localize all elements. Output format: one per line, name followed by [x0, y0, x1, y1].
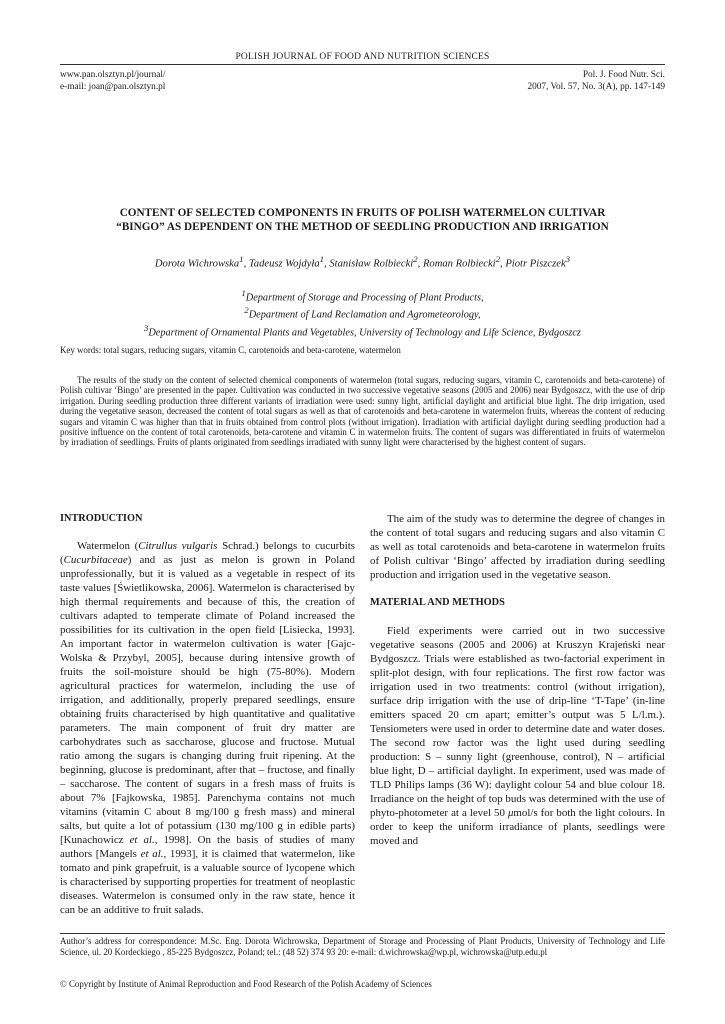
journal-name: POLISH JOURNAL OF FOOD AND NUTRITION SCIENCES [235, 52, 490, 62]
text-run: mol/s for both the light colours. In order to keep the uniform irradiance of plants, seedlings were moved and [370, 807, 665, 847]
intro-paragraph-1 [60, 539, 355, 917]
title-line-2: “BINGO” AS DEPENDENT ON THE METHOD OF SEEDLING PRODUCTION AND IRRIGATION [116, 221, 609, 233]
author-list: Dorota Wichrowska$^1$, Tadeusz Wojdyła$^1$, Stanisław Rolbiecki$^2$, Roman Rolbiecki$^2$, Piotr Piszczek$^3$ [154, 254, 571, 270]
affiliations [60, 287, 665, 339]
left-column [60, 512, 355, 917]
affiliation-sup: 3 [144, 322, 149, 333]
abstract: The results of the study on the content of selected chemical components of watermelon (total sugars, reducing sugars, vitamin C, carotenoids and beta-carotene) of Polish cultivar ‘Bingo’ are presented in the paper. Cultivation was conducted in two successive vegetative seasons (2005 and 2006) near Bydgoszcz, with the use of drip irrigation. During seedling production three different variants of irradiation were used: sunny light, artificial daylight and artificial blue light. The drip irrigation, used during the vegetative season, decreased the content of total sugars as well as that of carotenoids and beta-carotene in watermelon fruits, whereas the content of reducing sugars and vitamin C was higher than that in fruits obtained from control plots (without irrigation). Irradiation with artificial daylight during seedling production had a positive influence on the content of total carotenoids, beta-carotene and vitamin C in watermelon fruits. The content of sugars was differentiated in fruits of watermelon by irradiation of seedlings. Fruits of plants originated from seedlings irradiated with sunny light were characterised by the highest content of sugars. [60, 375, 665, 448]
affiliation [60, 322, 665, 339]
affiliation-text: Department of Ornamental Plants and Vegetables, University of Technology and Life Science, Bydgoszcz [148, 327, 581, 339]
title-line-1: CONTENT OF SELECTED COMPONENTS IN FRUITS OF POLISH WATERMELON CULTIVAR [119, 207, 606, 219]
journal-abbrev: Pol. J. Food Nutr. Sci. [582, 70, 665, 80]
footnote-rule [60, 933, 665, 934]
methods-paragraph-1 [370, 624, 665, 848]
author-name: Roman Rolbiecki [422, 258, 496, 270]
text-run: Schrad.) belongs to cucurbits ( [60, 540, 355, 566]
author-affil-sup: 3 [565, 254, 571, 264]
header-left [60, 69, 166, 93]
author-affil-sup: 1 [319, 254, 325, 264]
text-run-italic: Citrullus vulgaris [138, 540, 218, 552]
affiliation-sup: 2 [244, 305, 249, 316]
text-run: ) and as just as melon is grown in Poland unprofessionally, but it is valued as a vegetable in respect of its taste values [Świetlikowska, 2006]. Watermelon is characterised by high thermal requirements and because of this, the creation of cultivars adapted to temperate climate of Poland increased the possibilities for its cultivation in the open field [Lisiecka, 1993]. An important factor in watermelon cultivation is water [Gajc-Wolska & Przybyl, 2005], because during intensive growth of fruits the soil-moisture should be high (75-80%). Modern agricultural practices for watermelon, including the use of irrigation, and additionally, properly prepared seedlings, ensure obtaining fruits characterised by high quantitative and qualitative parameters. The main component of fruit dry matter are carbohydrates such as saccharose, glucose and fructose. Mutual ratio among the sugars is changing during fruit ripening. At the beginning, glucose is predominant, after that – fructose, and finally – saccharose. The content of sugars in a fresh mass of fruits is about 7% [Fajkowska, 1985]. Parenchyma contains not much vitamins (vitamin C about 8 mg/100 g fresh mass) and mineral salts, but quite a lot of potassium (130 mg/100 g in edible parts) [Kunachowicz [60, 554, 355, 846]
affiliation-text: Department of Land Reclamation and Agrometeorology, [248, 309, 481, 321]
affiliation [60, 304, 665, 321]
affiliation-text: Department of Storage and Processing of Plant Products, [245, 292, 484, 304]
journal-citation: 2007, Vol. 57, No. 3(A), pp. 147-149 [527, 82, 665, 92]
intro-paragraph-2: The aim of the study was to determine the degree of changes in the content of total sugars and reducing sugars and also vitamin C as well as total carotenoids and beta-carotene in watermelon fruits of Polish cultivar ‘Bingo’ affected by irradiation during seedling production and irrigation used in the vegetative season. [370, 513, 665, 581]
text-run: , 1998]. On the basis of studies of many authors [Mangels [60, 834, 355, 860]
correspondence-footnote: Author’s address for correspondence: M.Sc. Eng. Dorota Wichrowska, Department of Storage and Processing of Plant Products, University of Technology and Life Science, ul. 20 Kordeckiego , 85-225 Bydgoszcz, Poland; tel.: (48 52) 374 93 20: e-mail: d.wichrowska@wp.pl, wichrowska@utp.edu.pl [60, 936, 665, 957]
author-name: Dorota Wichrowska [154, 258, 240, 270]
text-run: Field experiments were carried out in two successive vegetative seasons (2005 and 2006) at Kruszyn Krajeński near Bydgoszcz. Trials were established as two-factorial experiment in split-plot design, with four replications. The first row factor was irrigation used in two treatments: control (without irrigation), surface drip irrigation with the use of drip-line ‘T-Tape’ (in-line emitters spaced 20 cm apart; emitter’s output was 5 L/l.m.). Tensiometers were used in order to determine date and water doses. The second row factor was the light used during seedling production: S – sunny light (greenhouse, control), N – artificial blue light, D – artificial daylight. In experiment, used was made of TLD Philips lamps (36 W): daylight colour 54 and blue colour 18. Irradiance on the height of top buds was determined with the use of phyto-photometer at a level 50 [370, 625, 665, 819]
paper-title [60, 206, 665, 234]
right-column [370, 512, 665, 848]
section-heading-methods: MATERIAL AND METHODS [370, 597, 505, 608]
header-right [527, 69, 665, 93]
affiliation [60, 287, 665, 304]
keywords: Key words: total sugars, reducing sugars, vitamin C, carotenoids and beta-carotene, watermelon [60, 345, 401, 355]
journal-email[interactable]: e-mail: joan@pan.olsztyn.pl [60, 82, 166, 92]
author-affil-sup: 2 [495, 254, 501, 264]
text-run: Watermelon ( [77, 540, 139, 552]
author-name: Tadeusz Wojdyła [248, 258, 320, 270]
author-name: Piotr Piszczek [505, 258, 566, 270]
author-affil-sup: 2 [413, 254, 418, 264]
author-affil-sup: 1 [239, 254, 244, 264]
text-run-italic: et al. [129, 834, 155, 846]
copyright-notice: © Copyright by Institute of Animal Reproduction and Food Research of the Polish Academy of Sciences [60, 979, 432, 989]
text-run: , 1993], it is claimed that watermelon, like tomato and pink grapefruit, is a valuable source of lycopene which is characterised by supporting properties for treatment of neoplastic diseases. Watermelon is consumed only in the raw state, hence it can be an additive to fruit salads. [60, 848, 355, 916]
author-name: Stanisław Rolbiecki [329, 258, 414, 270]
text-run-italic: Cucurbitaceae [63, 554, 128, 566]
affiliation-sup: 1 [241, 288, 246, 298]
text-run-italic: et al. [140, 848, 164, 860]
journal-website[interactable]: www.pan.olsztyn.pl/journal/ [60, 70, 166, 80]
section-heading-introduction: INTRODUCTION [60, 513, 143, 524]
text-run-italic: μ [507, 807, 514, 819]
header-rule [60, 64, 665, 65]
